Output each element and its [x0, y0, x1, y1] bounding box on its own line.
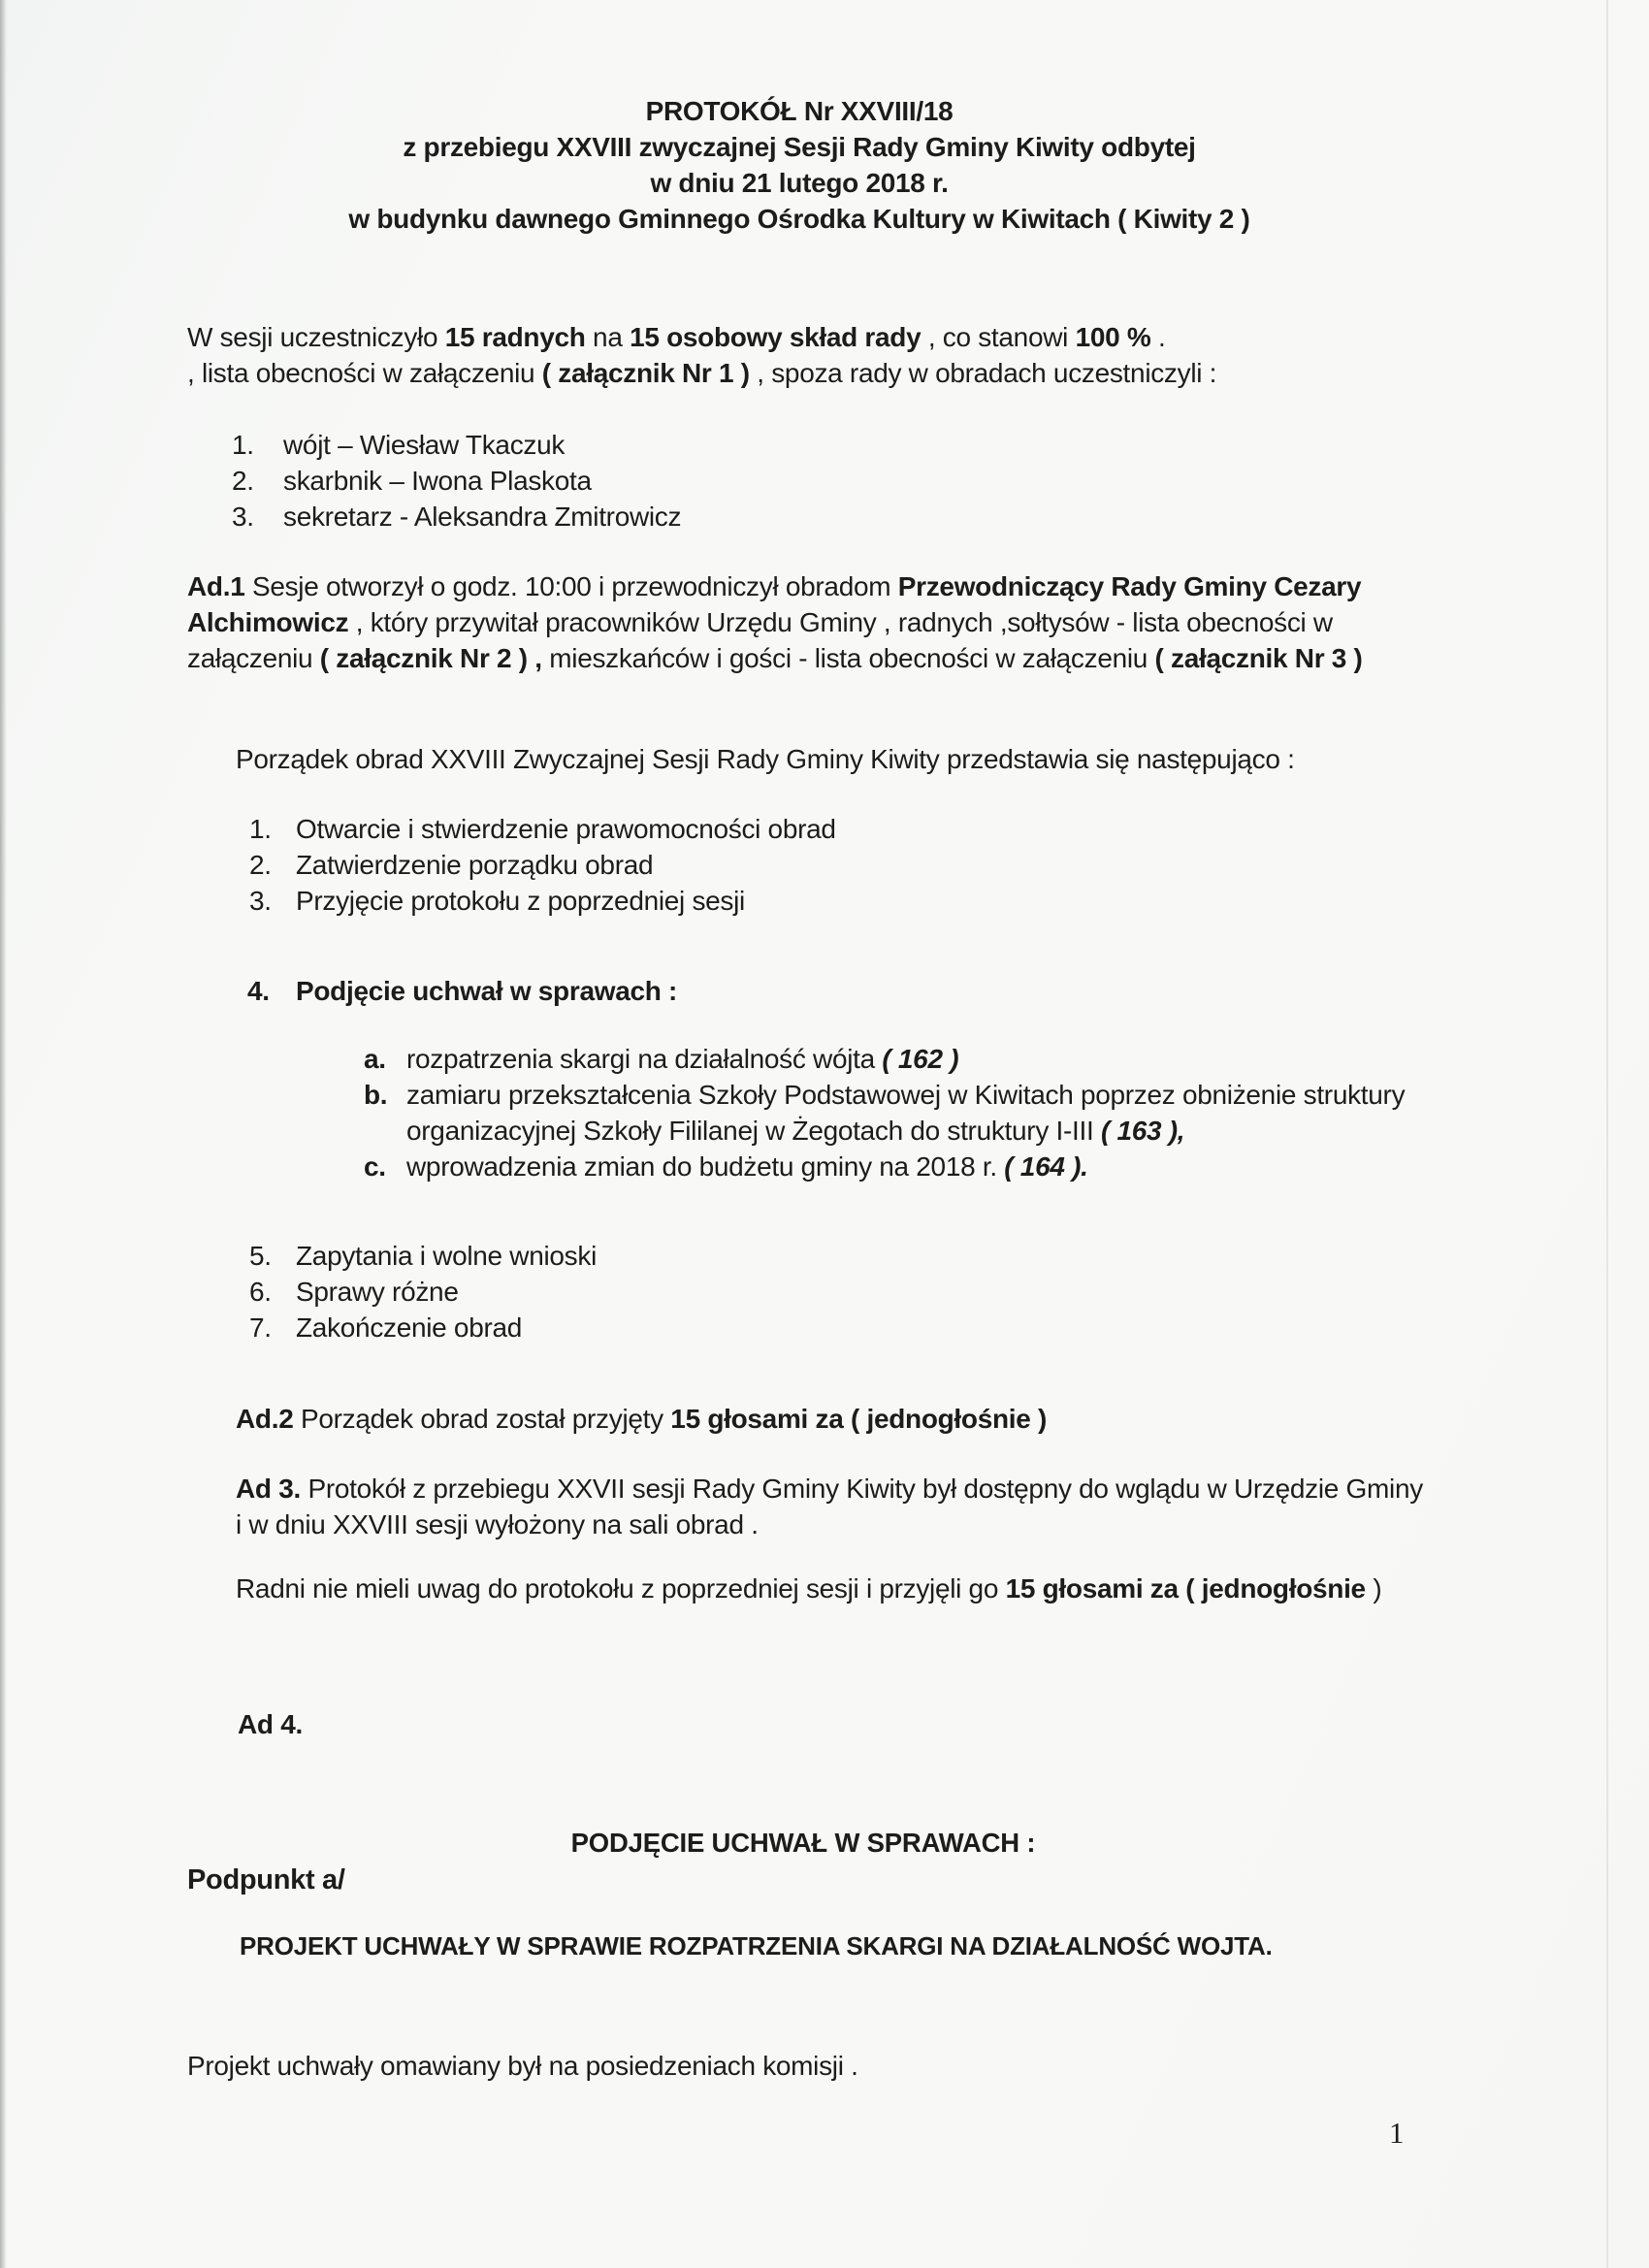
page-number: 1: [1389, 2116, 1405, 2150]
attendee-marker: 1.: [232, 430, 254, 460]
resolution-text: zamiaru przekształcenia Szkoły Podstawowej w Kiwitach poprzez obniżenie struktury organizacyjnej Szkoły Fililanej w Żegotach do struktury I-III ( 163 ),: [406, 1080, 1406, 1146]
agenda-item: [247, 973, 677, 1009]
resolution-heading: PROJEKT UCHWAŁY W SPRAWIE ROZPATRZENIA SKARGI NA DZIAŁALNOŚĆ WOJTA.: [240, 1931, 1273, 1960]
agenda-item-marker: 5.: [249, 1241, 272, 1271]
ad3-paragraph: Ad 3. Protokół z przebiegu XXVII sesji Rady Gminy Kiwity był dostępny do wglądu w Urzędzie Gminy i w dniu XXVIII sesji wyłożony na sali obrad .: [236, 1474, 1423, 1539]
resolution-text: wprowadzenia zmian do budżetu gminy na 2018 r. ( 164 ).: [406, 1151, 1088, 1182]
resolutions-sublist: [364, 1041, 1416, 1184]
agenda-item: [249, 883, 836, 919]
agenda-item: [249, 847, 836, 883]
agenda-item: [249, 811, 836, 847]
agenda-item: [249, 1310, 597, 1345]
agenda-item-text: Zakończenie obrad: [296, 1312, 523, 1343]
scan-right-edge-artifact: [1606, 0, 1608, 2268]
agenda-item-marker: 7.: [249, 1312, 272, 1343]
intro-line-1: W sesji uczestniczyło 15 radnych na 15 osobowy skład rady , co stanowi 100 % .: [187, 322, 1166, 352]
title-line-3: w dniu 21 lutego 2018 r.: [650, 168, 949, 198]
ad1-paragraph: Ad.1 Sesje otworzył o godz. 10:00 i przewodniczył obradom Przewodniczący Rady Gminy Cezary Alchimowicz , który przywitał pracowników Urzędu Gminy , radnych ,sołtysów - lista obecności w załączeniu ( załącznik Nr 2 ) , mieszkańców i gości - lista obecności w załączeniu ( załącznik Nr 3 ): [187, 571, 1363, 673]
attendee-marker: 3.: [232, 502, 254, 532]
agenda-intro: Porządek obrad XXVIII Zwyczajnej Sesji Rady Gminy Kiwity przedstawia się następująco :: [236, 744, 1295, 774]
title-line-1: PROTOKÓŁ Nr XXVIII/18: [645, 96, 954, 126]
intro-paragraph: [187, 319, 1419, 391]
agenda-list-1: [249, 811, 836, 919]
attendee-item: [232, 427, 681, 463]
resolution-item: [364, 1149, 1416, 1184]
agenda-item-text: Otwarcie i stwierdzenie prawomocności obrad: [296, 814, 836, 844]
agenda-item-text: Zatwierdzenie porządku obrad: [296, 850, 654, 880]
attendee-text: skarbnik – Iwona Plaskota: [283, 466, 592, 496]
intro-line-2: , lista obecności w załączeniu ( załącznik Nr 1 ) , spoza rady w obradach uczestniczyli :: [187, 358, 1217, 388]
agenda-list-2: [249, 1238, 597, 1345]
agenda-item-marker: 2.: [249, 850, 272, 880]
agenda-item-text: Przyjęcie protokołu z poprzedniej sesji: [296, 886, 745, 916]
radni-paragraph: Radni nie mieli uwag do protokołu z poprzedniej sesji i przyjęli go 15 głosami za ( jednogłośnie ): [236, 1573, 1382, 1604]
closing-note: Projekt uchwały omawiany był na posiedzeniach komisji .: [187, 2051, 858, 2081]
scan-left-edge: [0, 0, 7, 2268]
agenda-item-text: Zapytania i wolne wnioski: [296, 1241, 597, 1271]
attendee-text: wójt – Wiesław Tkaczuk: [283, 430, 566, 460]
resolution-marker: b.: [364, 1080, 388, 1110]
subpoint-label: Podpunkt a/: [187, 1864, 345, 1895]
attendee-item: [232, 499, 681, 535]
resolution-marker: c.: [364, 1151, 386, 1182]
attendee-marker: 2.: [232, 466, 254, 496]
agenda-item-4: [247, 973, 677, 1009]
agenda-item-text: Podjęcie uchwał w sprawach :: [296, 976, 678, 1006]
resolution-item: [364, 1041, 1416, 1077]
resolution-item: [364, 1077, 1416, 1149]
agenda-item-marker: 4.: [247, 976, 270, 1006]
resolution-text: rozpatrzenia skargi na działalność wójta ( 162 ): [406, 1044, 959, 1074]
document-title-block: [187, 93, 1411, 237]
resolution-marker: a.: [364, 1044, 386, 1074]
agenda-item-marker: 1.: [249, 814, 272, 844]
agenda-item: [249, 1238, 597, 1274]
ad4-label: Ad 4.: [238, 1709, 303, 1739]
attendee-text: sekretarz - Aleksandra Zmitrowicz: [283, 502, 682, 532]
agenda-item: [249, 1274, 597, 1310]
agenda-item-text: Sprawy różne: [296, 1277, 459, 1307]
agenda-item-marker: 6.: [249, 1277, 272, 1307]
agenda-item-marker: 3.: [249, 886, 272, 916]
attendee-item: [232, 463, 681, 499]
title-line-2: z przebiegu XXVIII zwyczajnej Sesji Rady Gminy Kiwity odbytej: [403, 132, 1196, 162]
title-line-4: w budynku dawnego Gminnego Ośrodka Kultury w Kiwitach ( Kiwity 2 ): [348, 204, 1250, 234]
section-heading: PODJĘCIE UCHWAŁ W SPRAWACH :: [570, 1828, 1036, 1858]
ad2-paragraph: Ad.2 Porządek obrad został przyjęty 15 głosami za ( jednogłośnie ): [236, 1404, 1048, 1434]
attendees-list: [232, 427, 681, 535]
